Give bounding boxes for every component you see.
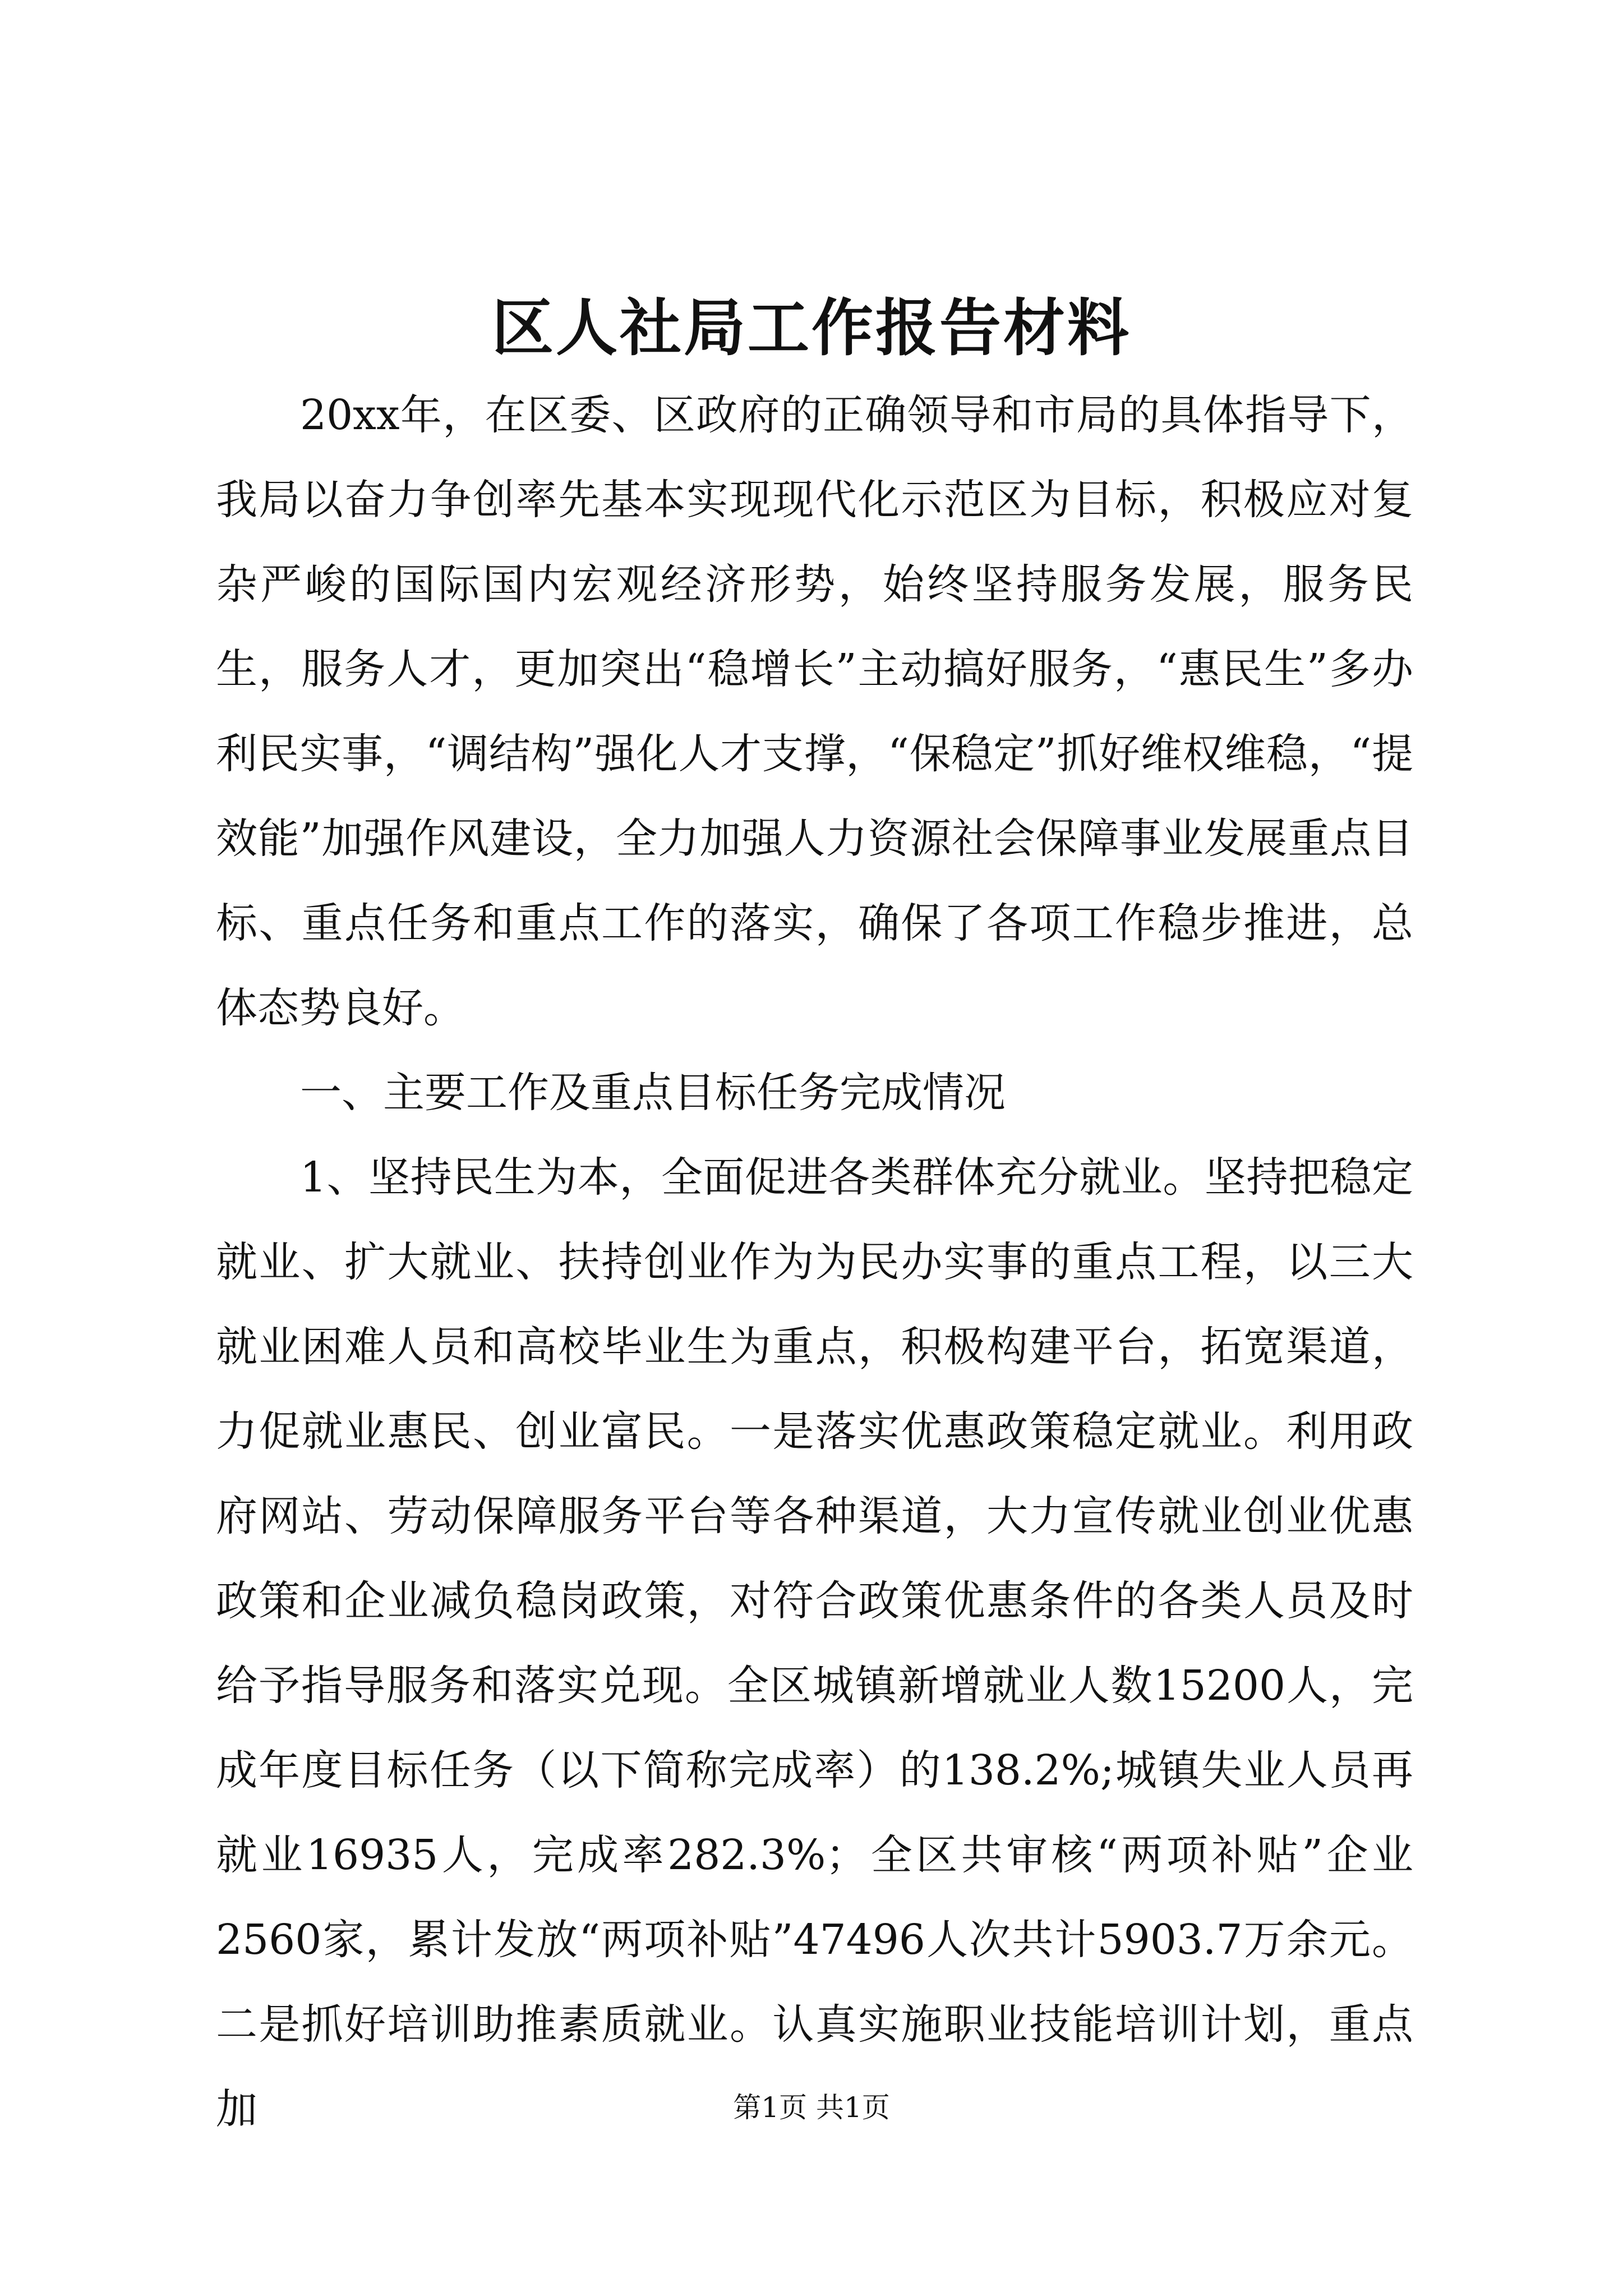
- paragraph-employment: 1、坚持民生为本，全面促进各类群体充分就业。坚持把稳定就业、扩大就业、扶持创业作为为民办实事的重点工程，以三大就业困难人员和高校毕业生为重点，积极构建平台，拓宽渠道，力促就业惠民、创业富民。一是落实优惠政策稳定就业。利用政府网站、劳动保障服务平台等各种渠道，大力宣传就业创业优惠政策和企业减负稳岗政策，对符合政策优惠条件的各类人员及时给予指导服务和落实兑现。全区城镇新增就业人数15200人，完成年度目标任务（以下简称完成率）的138.2%;城镇失业人员再就业16935人，完成率282.3%；全区共审核“两项补贴”企业2560家，累计发放“两项补贴”47496人次共计5903.7万余元。二是抓好培训助推素质就业。认真实施职业技能培训计划，重点加: [216, 1153, 1413, 2133]
- paragraph-intro: 20xx年，在区委、区政府的正确领导和市局的具体指导下，我局以奋力争创率先基本实现现代化示范区为目标，积极应对复杂严峻的国际国内宏观经济形势，始终坚持服务发展，服务民生，服务人才，更加突出“稳增长”主动搞好服务，“惠民生”多办利民实事，“调结构”强化人才支撑，“保稳定”抓好维权维稳，“提效能”加强作风建设，全力加强人力资源社会保障事业发展重点目标、重点任务和重点工作的落实，确保了各项工作稳步推进，总体态势良好。: [216, 391, 1413, 1032]
- document-body: [216, 373, 1413, 2152]
- section-heading: 一、主要工作及重点目标任务完成情况: [300, 1069, 1006, 1117]
- page-footer: 第1页 共1页: [733, 2091, 890, 2124]
- document-title: 区人社局工作报告材料: [492, 292, 1131, 364]
